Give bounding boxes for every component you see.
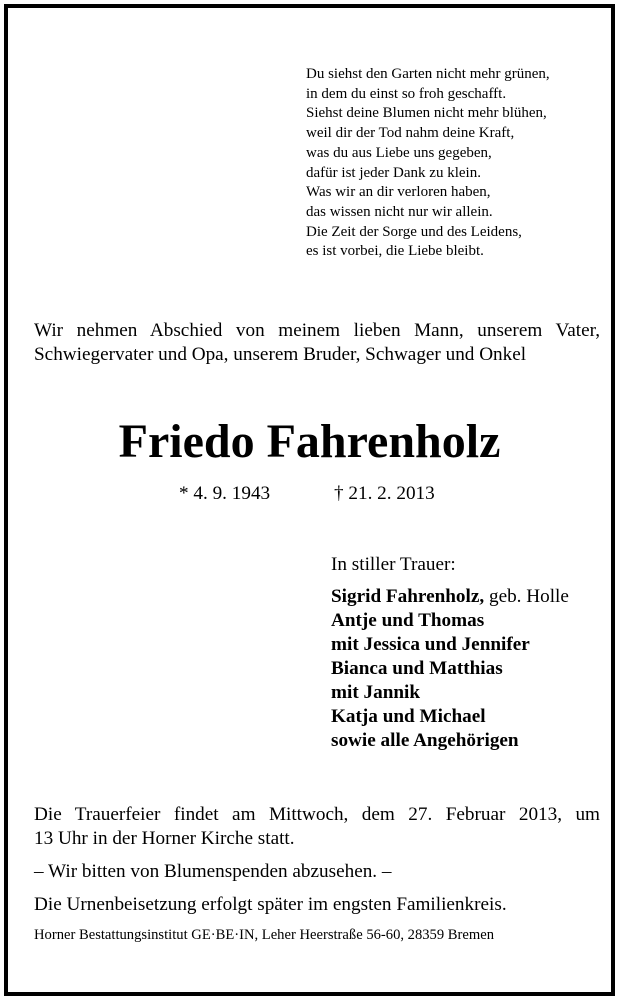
farewell-intro bbox=[34, 319, 600, 367]
flowers-note: – Wir bitten von Blumenspenden abzusehen. – bbox=[34, 861, 392, 882]
poem-line: Die Zeit der Sorge und des Leidens, bbox=[306, 223, 522, 240]
intro-line: Schwiegervater und Opa, unserem Bruder, Schwager und Onkel bbox=[34, 344, 527, 365]
mourner-line: Bianca und Matthias bbox=[331, 658, 503, 679]
ceremony-line: Die Trauerfeier findet am Mittwoch, dem 27. Februar 2013, um bbox=[34, 804, 600, 825]
ceremony-line: 13 Uhr in der Horner Kirche statt. bbox=[34, 828, 295, 849]
obituary-notice bbox=[4, 4, 615, 996]
funeral-home-footer: Horner Bestattungsinstitut GE·BE·IN, Leher Heerstraße 56-60, 28359 Bremen bbox=[34, 927, 494, 943]
death-date: † 21. 2. 2013 bbox=[334, 483, 435, 504]
mourners-list bbox=[331, 553, 611, 753]
birth-date: * 4. 9. 1943 bbox=[179, 483, 271, 504]
mourners-label: In stiller Trauer: bbox=[331, 554, 456, 575]
deceased-name: Friedo Fahrenholz bbox=[118, 415, 501, 468]
mourner-line: Antje und Thomas bbox=[331, 610, 485, 631]
mourner-line: mit Jessica und Jennifer bbox=[331, 634, 530, 655]
poem-line: dafür ist jeder Dank zu klein. bbox=[306, 164, 481, 181]
poem-line: Siehst deine Blumen nicht mehr blühen, bbox=[306, 105, 547, 122]
mourner-line bbox=[331, 585, 611, 609]
poem-line: es ist vorbei, die Liebe bleibt. bbox=[306, 243, 484, 260]
intro-line: Wir nehmen Abschied von meinem lieben Mann, unserem Vater, bbox=[34, 320, 600, 341]
poem bbox=[306, 65, 606, 262]
mourner-name: Sigrid Fahrenholz, bbox=[331, 586, 485, 607]
poem-line: Du siehst den Garten nicht mehr grünen, bbox=[306, 66, 550, 82]
urn-note: Die Urnenbeisetzung erfolgt später im engsten Familienkreis. bbox=[34, 894, 507, 915]
mourner-line: sowie alle Angehörigen bbox=[331, 730, 519, 751]
poem-line: in dem du einst so froh geschafft. bbox=[306, 85, 507, 102]
ceremony-details bbox=[34, 803, 600, 917]
poem-line: Was wir an dir verloren haben, bbox=[306, 184, 491, 201]
maiden-name: geb. Holle bbox=[484, 586, 569, 607]
mourner-line: Katja und Michael bbox=[331, 706, 486, 727]
poem-line: was du aus Liebe uns gegeben, bbox=[306, 144, 492, 161]
poem-line: weil dir der Tod nahm deine Kraft, bbox=[306, 125, 515, 142]
poem-line: das wissen nicht nur wir allein. bbox=[306, 203, 493, 220]
mourner-line: mit Jannik bbox=[331, 682, 421, 703]
